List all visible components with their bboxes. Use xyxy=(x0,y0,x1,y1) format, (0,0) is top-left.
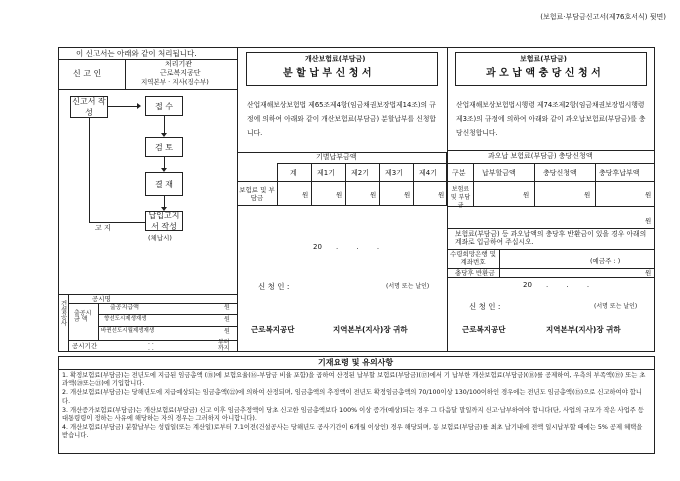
col-term1: 제1기 xyxy=(317,169,335,177)
bank-account-label: 수령희망은행 및 계좌번호 xyxy=(449,250,497,266)
note-item-4: 4. 개산보험료(부담금) 분할납부는 성립일(또는 계산일)로부터 7.1이전(건설공사는 당해년도 공사기간이 6개월 이상인) 경우 해당되며, 동 보험료(부담금)를 최초 납기내에 전액 일시납부할 때에는 5% 공제 혜택을 받습니다. xyxy=(62,424,643,440)
period-label: 공시기간 xyxy=(72,342,98,350)
total-unit: 원 xyxy=(645,217,652,225)
offset-table-title: 과오납 보험료(부담금) 충당신청액 xyxy=(488,152,593,160)
center-applicant-label: 신 청 인 : xyxy=(258,282,290,291)
right-sign-note: (서명 또는 날인) xyxy=(594,303,638,310)
cell-term4-unit: 원 xyxy=(438,191,445,199)
process-title: 이 신고서는 아래와 같이 처리됩니다. xyxy=(76,49,197,58)
note-item-1: 1. 확정보험료(부담금)는 전년도에 지급된 임금총액 (⑮)에 보험요율(⑯-부담금 비율 포함)을 곱하여 산정된 납부할 보험료(부담금)(⑰)에서 기 납부한 개산보험료(부담금)(⑱)를 공제하여, 우측의 부족액(⑲) 또는 초과액(⑳또는㉑)에 기입합니다. xyxy=(62,372,646,388)
center-recipient: 지역본부(지사)장 귀하 xyxy=(333,325,408,334)
col-term3: 제3기 xyxy=(385,169,403,177)
flow-step-notice-sub: (체납시) xyxy=(148,234,172,242)
handler-column-label: 처리기관 xyxy=(165,60,193,68)
col-after-offset: 충당후납부액 xyxy=(599,169,640,177)
cell-term1-unit: 원 xyxy=(336,191,343,199)
amount-row-1-label: 출공지급액 xyxy=(110,304,139,311)
col-offset: 충당신청액 xyxy=(543,169,577,177)
handler-name: 근로복지공단 xyxy=(160,69,201,77)
right-recipient: 지역본부(지사)장 귀하 xyxy=(546,325,621,334)
cell-term3-unit: 원 xyxy=(404,191,411,199)
note-item-3: 3. 개산증가보험료(부담금)는 개산보험료(부담금) 신고 이후 임금추정액이 당초 신고한 임금총액보다 100% 이상 증가(예상)되는 경우 그 다음달 말일까지 신고·납부하여야 합니다(단, 사업의 규모가 작은 사업주 등 대통령령이 정하는 사유에 해당하는 자의 경우는 그러하지 아니합니다). xyxy=(62,406,644,423)
center-date-dots: . . . xyxy=(336,243,388,251)
center-org: 근로복지공단 xyxy=(251,325,295,334)
col-term2: 제2기 xyxy=(351,169,369,177)
reporter-column-label: 신 고 인 xyxy=(73,69,102,78)
amount-row-3-label: 바뀐선도시월제생재생 xyxy=(101,328,155,334)
amount-row-3-unit: 원 xyxy=(224,328,230,335)
right-applicant-label: 신 청 인 : xyxy=(469,302,501,311)
cell-after-unit: 원 xyxy=(645,191,652,199)
refund-note: 보험료(부담금) 등 과오납액의 충당후 반환금이 있을 경우 아래의 계좌로 입금하여 주십시오. xyxy=(455,230,647,246)
col-term4: 제4기 xyxy=(419,169,437,177)
col-payable: 납부할금액 xyxy=(482,169,516,177)
cell-offset-unit: 원 xyxy=(584,191,591,199)
center-date-prefix: 20 xyxy=(313,243,322,251)
construction-label: 건설공사 xyxy=(59,300,68,326)
amount-row-1-unit: 원 xyxy=(224,304,230,311)
refund-after-offset-label: 충당후 반환금 xyxy=(455,269,495,277)
flow-step-review: 검 토 xyxy=(145,137,183,157)
cell-term2-unit: 원 xyxy=(370,191,377,199)
amount-row-2-label: 향선도시제생재생 xyxy=(104,316,147,322)
right-date-dots: . . . xyxy=(546,281,598,289)
public-amount-label: 출공시 금 액 xyxy=(74,310,92,323)
right-date-prefix: 20 xyxy=(523,281,532,289)
col-category: 구분 xyxy=(452,169,466,177)
flow-step-approve: 결 재 xyxy=(145,172,183,196)
installment-table-title: 기별납부금액 xyxy=(316,153,357,161)
col-total: 계 xyxy=(290,169,297,177)
amount-row-2-unit: 원 xyxy=(224,316,230,323)
flow-step-write: 신고서 작성 xyxy=(70,96,108,118)
depositor-label: (예금주 : ) xyxy=(590,257,621,265)
flow-step-receive: 접 수 xyxy=(145,96,183,116)
right-row-label: 보험료 및 부담금 xyxy=(450,186,471,209)
center-title: 분 할 납 부 신 청 서 xyxy=(283,68,372,79)
period-from: 부터 xyxy=(218,339,230,346)
notes-list xyxy=(62,372,648,441)
period-to-dots: . . xyxy=(148,345,154,352)
refund-unit: 원 xyxy=(645,269,652,277)
right-title: 과 오 납 액 충 당 신 청 서 xyxy=(486,68,601,79)
cell-payable-unit: 원 xyxy=(523,191,530,199)
center-sign-note: (서명 또는 날인) xyxy=(386,283,430,290)
handler-department: 지역본부 · 지사(징수부) xyxy=(141,78,209,86)
right-org: 근로복지공단 xyxy=(462,325,506,334)
public-name-label: 공시명 xyxy=(92,295,111,303)
period-from-dots: . . xyxy=(148,339,154,346)
flow-step-notice: 납입고지서 작성 xyxy=(145,211,183,231)
cell-total-unit: 원 xyxy=(302,191,309,199)
note-item-2: 2. 개산보험료(부담금)는 당해년도에 지급예상되는 임금총액(㉒)에 의하여 산정되며, 임금총액의 추정액이 전년도 확정임금총액의 70/100이상 130/100이하인 경우에는 전년도 임금총액(⑮)으로 신고하여야 합니다. xyxy=(62,389,642,405)
period-to: 까지 xyxy=(218,345,230,352)
right-title-small: 보험료(부담금) xyxy=(520,55,567,63)
form-header-note: (보험료·부담금신고서(제76호서식) 뒷면) xyxy=(540,13,666,21)
center-title-small: 개산보험료(부담금) xyxy=(305,55,366,63)
right-body-text: 산업재해보상보험법시행령 제74조제2항(임금채권보장법시행령제3조)의 규정에 의하여 아래와 같이 과오납보험료(부담금)를 충당신청합니다. xyxy=(456,101,646,137)
notes-title: 기재요령 및 유의사항 xyxy=(318,358,394,367)
center-body-text: 산업재해보상보험법 제65조제4항(임금채권보장법제14조)의 규정에 의하여 아래와 같이 개산보험료(부담금) 분할납부를 신청합니다. xyxy=(247,101,436,137)
flow-step-notify: 고 지 xyxy=(95,224,111,232)
row-label-premium: 보험료 및 부담금 xyxy=(239,186,275,202)
